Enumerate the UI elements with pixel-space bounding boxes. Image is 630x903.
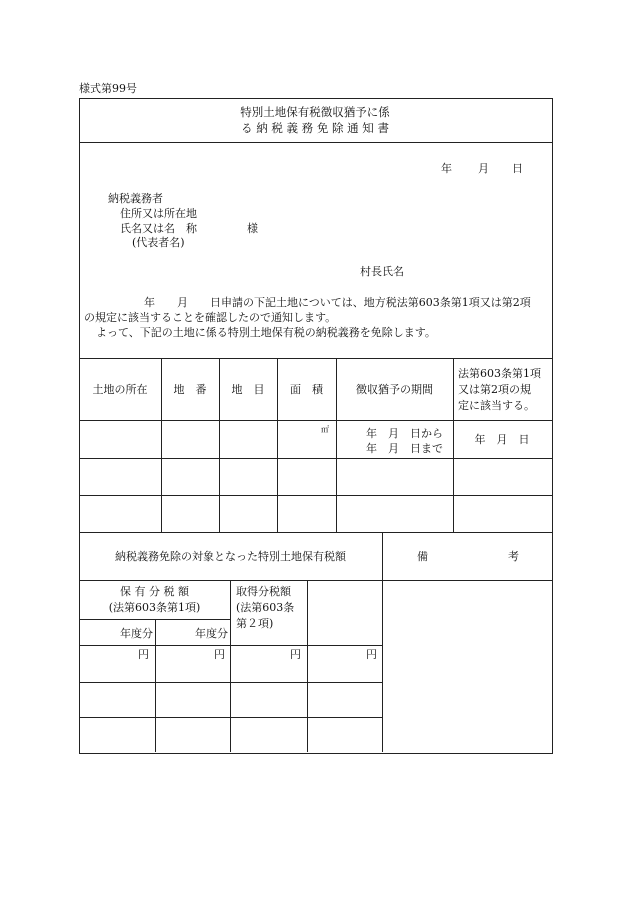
issuer-label: 村長氏名 — [360, 265, 404, 278]
header-location: 土地の所在 — [92, 383, 148, 396]
fiscal-year-label-1: 年度分 — [120, 627, 153, 640]
period-to: 年 月 日まで — [366, 442, 443, 455]
exempt-heading-bottom — [79, 580, 552, 581]
taxpayer-heading: 納税義務者 — [108, 192, 163, 205]
header-law-line-1: 法第603条第1項 — [458, 367, 541, 380]
remarks-label: 備 — [417, 550, 428, 563]
header-land-category: 地 目 — [231, 383, 265, 396]
body-line-1: 年 月 日申請の下記土地については、地方税法第603条第1項又は第2項 — [144, 296, 531, 309]
honorific: 様 — [247, 222, 258, 235]
area-unit: ㎡ — [321, 425, 329, 434]
date-year: 年 — [441, 162, 452, 175]
land-table-row-1-bottom — [79, 458, 552, 459]
header-area: 面 積 — [290, 383, 323, 396]
remarks-label-2: 考 — [508, 550, 519, 563]
land-table-row-2-bottom — [79, 495, 552, 496]
representative-label: (代表者名) — [132, 236, 185, 249]
title-line-1: 特別土地保有税徴収猶予に係 — [240, 105, 390, 119]
yen-unit-1: 円 — [138, 648, 149, 661]
acquisition-tax-label-1: 取得分税額 — [236, 585, 291, 598]
exempt-row-2-bottom — [79, 717, 383, 718]
header-deferral-period: 徴収猶予の期間 — [356, 383, 433, 396]
land-table-header-bottom — [79, 420, 552, 421]
acquisition-tax-label-2: (法第603条 — [236, 601, 295, 614]
body-line-3: よって、下記の土地に係る特別土地保有税の納税義務を免除します。 — [96, 326, 436, 339]
remarks-divider — [382, 532, 383, 752]
holding-tax-label: 保 有 分 税 額 — [120, 585, 189, 598]
date-day: 日 — [512, 162, 523, 175]
title-divider — [79, 142, 552, 143]
fiscal-year-label-2: 年度分 — [195, 627, 228, 640]
address-label: 住所又は所在地 — [120, 207, 197, 220]
name-label: 氏名又は名 称 — [120, 222, 197, 235]
yen-unit-2: 円 — [214, 648, 225, 661]
land-table-top — [79, 358, 552, 359]
yen-unit-3: 円 — [290, 648, 301, 661]
header-lot-number: 地 番 — [173, 383, 207, 396]
exempt-row-1-bottom — [79, 682, 383, 683]
exempt-header-bottom — [79, 645, 383, 646]
applicable-date: 年 月 日 — [474, 433, 530, 446]
yen-unit-4: 円 — [366, 648, 377, 661]
date-month: 月 — [478, 162, 489, 175]
land-table-bottom — [79, 532, 552, 533]
acquisition-tax-label-3: 第２項) — [236, 617, 274, 630]
form-number: 様式第99号 — [79, 82, 137, 95]
period-from: 年 月 日から — [366, 427, 443, 440]
exempt-heading: 納税義務免除の対象となった特別土地保有税額 — [115, 550, 346, 563]
holding-subheader-line — [79, 619, 231, 620]
header-law-line-2: 又は第2項の規 — [458, 383, 531, 396]
body-line-2: の規定に該当することを確認したので通知します。 — [84, 311, 337, 324]
title-line-2: る 納 税 義 務 免 除 通 知 書 — [241, 121, 389, 135]
holding-tax-law: (法第603条第1項) — [108, 601, 201, 614]
exempt-col-divider-acquisition — [307, 580, 308, 752]
header-law-line-3: 定に該当する。 — [458, 399, 535, 412]
exempt-col-divider-holding — [230, 580, 231, 752]
